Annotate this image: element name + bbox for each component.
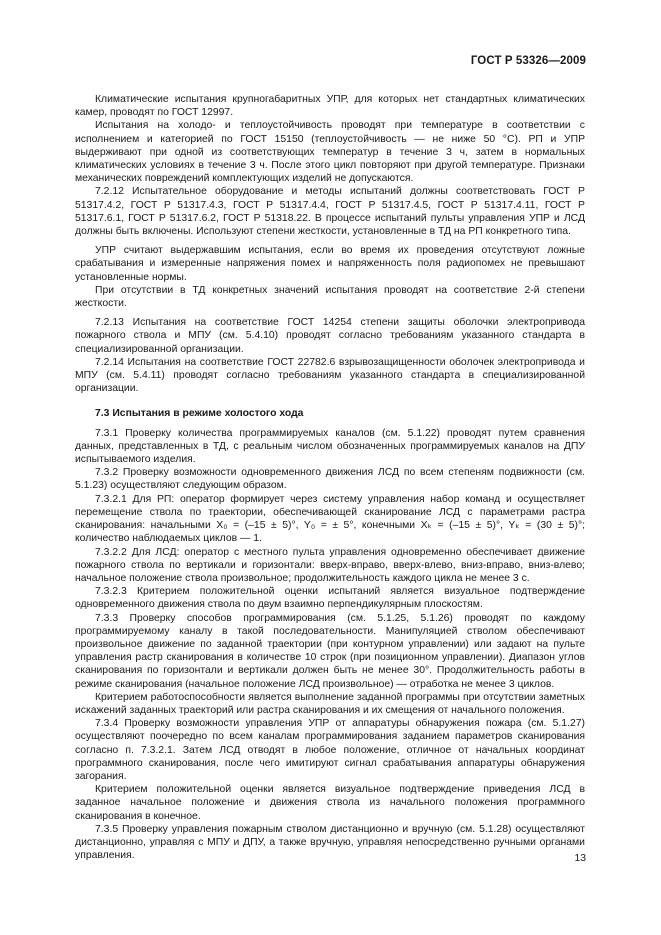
paragraph: Критерием работоспособности является выполнение заданной программы при отсутствии заметных искажений заданных траекторий или растра сканирования и их смещения от начального положения. (75, 691, 585, 716)
page-number: 13 (574, 853, 586, 864)
paragraph: 7.3.3 Проверку способов программирования (см. 5.1.25, 5.1.26) проводят по каждому программируемому каналу в такой последовательности. Манипуляцией стволом обеспечивают произвольное движение по заданной траектории (при контурном управлении) или задают на пульте управления растр сканирования в количестве 10 строк (при позиционном управлении). Диапазон углов сканирования по горизонтали и вертикали должен быть не менее 30°. Продолжительность работы в режиме сканирования (начальное положение ЛСД произвольное) — отработка не менее 3 циклов. (75, 612, 585, 690)
standard-header: ГОСТ Р 53326—2009 (470, 55, 586, 67)
document-body (75, 93, 585, 862)
section-title: 7.3 Испытания в режиме холостого хода (95, 408, 304, 420)
paragraph: 7.3.5 Проверку управления пожарным стволом дистанционно и вручную (см. 5.1.28) осуществляют дистанционно, управляя с МПУ и ДПУ, а также вручную, управляя непосредственно ручными органами управления. (75, 823, 585, 862)
paragraph: 7.3.2.3 Критерием положительной оценки испытаний является визуальное подтверждение одновременного движения ствола по двум взаимно перпендикулярным плоскостям. (75, 586, 585, 611)
paragraph: При отсутствии в ТД конкретных значений испытания проводят на соответствие 2-й степени жесткости. (75, 284, 585, 310)
paragraph: Испытания на холодо- и теплоустойчивость проводят при температуре в соответствии с исполнением и категорией по ГОСТ 15150 (теплоустойчивость — не ниже 50 °С). РП и УПР выдерживают при одной из соответствующих температур в течение 3 ч, затем в нормальных климатических условиях в течение 3 ч. После этого цикл повторяют при другой температуре. Признаки механических повреждений комплектующих изделий не допускаются. (75, 120, 585, 185)
paragraph: 7.2.14 Испытания на соответствие ГОСТ 22782.6 взрывозащищенности оболочек электропривода и МПУ (см. 5.4.11) проводят согласно требованиям указанного стандарта в специализированной организации. (75, 356, 585, 395)
paragraph: 7.2.12 Испытательное оборудование и методы испытаний должны соответствовать ГОСТ Р 51317.4.2, ГОСТ Р 51317.4.3, ГОСТ Р 51317.4.4, ГОСТ Р 51317.4.5, ГОСТ Р 51317.4.11, ГОСТ Р 51317.6.1, ГОСТ Р 51317.6.2, ГОСТ Р 51318.22. В процессе испытаний пульты управления УПР и ЛСД должны быть включены. Используют степени жесткости, установленные в ТД на РП конкретного типа. (75, 186, 585, 238)
paragraph: 7.3.4 Проверку возможности управления УПР от аппаратуры обнаружения пожара (см. 5.1.27) осуществляют поочередно по всем каналам программирования заданием параметров сканирования согласно п. 7.3.2.1. Затем ЛСД отводят в любое положение, отличное от начальных координат программного сканирования, после чего имитируют сигнал срабатывания аппаратуры обнаружения загорания. (75, 718, 585, 782)
paragraph: 7.3.1 Проверку количества программируемых каналов (см. 5.1.22) проводят путем сравнения данных, представленных в ТД, с реальным числом обозначенных программируемых каналов на ДПУ испытываемого изделия. (75, 427, 585, 466)
paragraph: УПР считают выдержавшим испытания, если во время их проведения отсутствуют ложные срабатывания и измеренные напряжения помех и напряженность поля радиопомех не превышают установленные нормы. (75, 245, 585, 283)
paragraph: 7.3.2.1 Для РП: оператор формирует через систему управления набор команд и осуществляет перемещение ствола по траектории, обеспечивающей сканирование ЛСД с параметрами растра сканирования: начальными X₀ = (–15 ± 5)°, Y₀ = ± 5°, конечными Xₖ = (–15 ± 5)°, Yₖ = (30 ± 5)°; количество наблюдаемых циклов — 1. (75, 493, 585, 545)
paragraph: 7.3.2 Проверку возможности одновременного движения ЛСД по всем степеням подвижности (см. 5.1.23) осуществляют следующим образом. (75, 467, 585, 492)
paragraph: Критерием положительной оценки является визуальное подтверждение приведения ЛСД в заданное начальное положение и движения ствола из начального положения программного сканирования в конечное. (75, 784, 585, 822)
paragraph: Климатические испытания крупногабаритных УПР, для которых нет стандартных климатических камер, проводят по ГОСТ 12997. (75, 94, 585, 119)
paragraph: 7.2.13 Испытания на соответствие ГОСТ 14254 степени защиты оболочки электропривода пожарного ствола и МПУ (см. 5.4.10) проводят согласно требованиям указанного стандарта в специализированной организации. (75, 317, 585, 355)
paragraph: 7.3.2.2 Для ЛСД: оператор с местного пульта управления одновременно обеспечивает движение пожарного ствола по вертикали и горизонтали: вверх-вправо, вверх-влево, вниз-вправо, вниз-влево; начальное положение ствола произвольное; продолжительность каждого цикла не менее 3 с. (75, 546, 585, 584)
